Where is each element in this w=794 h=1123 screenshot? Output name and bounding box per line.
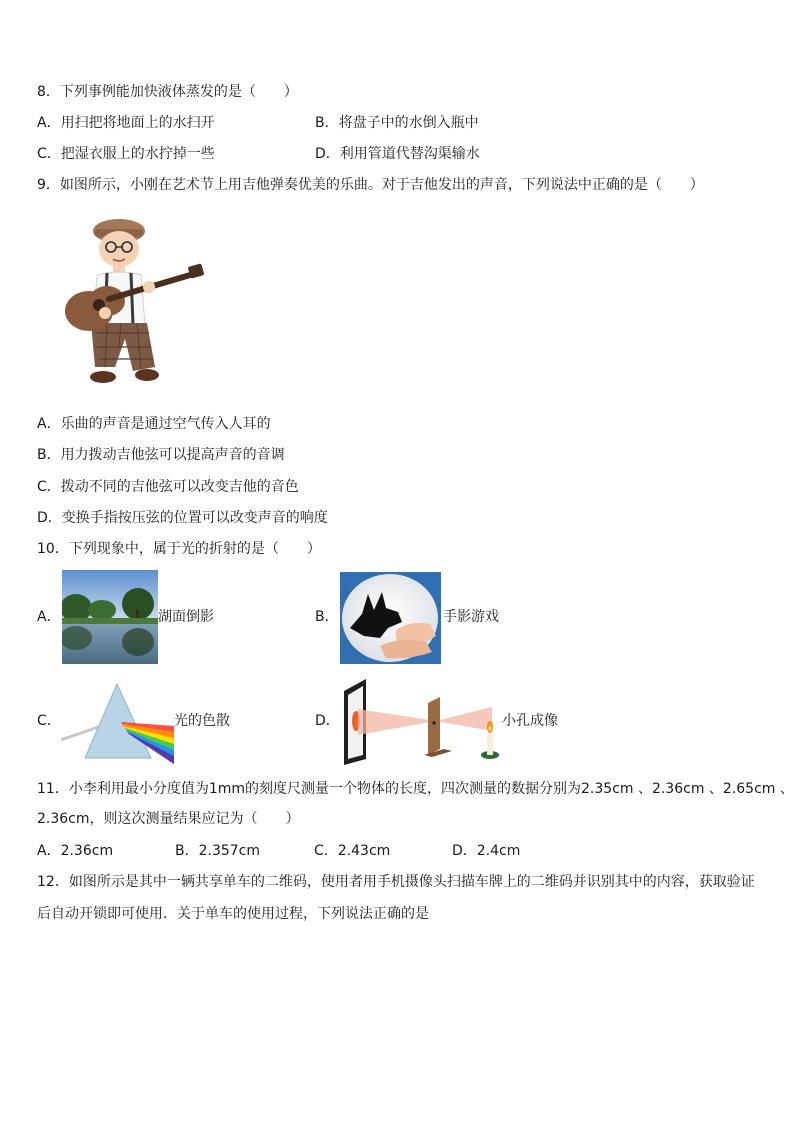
q11-stem-line1: 11．小李利用最小分度值为1mm的刻度尺测量一个物体的长度，四次测量的数据分别为2.35cm 、2.36cm 、2.65cm 、 bbox=[37, 781, 794, 797]
q11-option-c: C．2.43cm bbox=[314, 843, 391, 859]
guitar-player-illustration bbox=[37, 207, 212, 401]
q10-option-b-caption: 手影游戏 bbox=[443, 609, 499, 625]
q10-option-a-letter: A． bbox=[37, 609, 61, 625]
pinhole-imaging-diagram bbox=[340, 673, 500, 767]
q11-option-d: D．2.4cm bbox=[452, 843, 521, 859]
q8-option-a: A．用扫把将地面上的水扫开 bbox=[37, 115, 215, 131]
prism-dispersion-diagram bbox=[61, 676, 174, 765]
q9-option-a: A．乐曲的声音是通过空气传入人耳的 bbox=[37, 416, 271, 432]
q10-option-b-letter: B． bbox=[315, 609, 339, 625]
q9-stem: 9．如图所示，小刚在艺术节上用吉他弹奏优美的乐曲。对于吉他发出的声音，下列说法中正确的是（ ） bbox=[37, 177, 704, 193]
hand-shadow-photo bbox=[340, 572, 441, 664]
q8-option-c: C．把湿衣服上的水拧掉一些 bbox=[37, 146, 215, 162]
q8-option-d: D．利用管道代替沟渠输水 bbox=[315, 146, 480, 162]
q10-option-d-caption: 小孔成像 bbox=[502, 713, 558, 729]
q8-stem: 8．下列事例能加快液体蒸发的是（ ） bbox=[37, 84, 298, 100]
q9-option-c: C．拨动不同的吉他弦可以改变吉他的音色 bbox=[37, 479, 299, 495]
q10-stem: 10．下列现象中，属于光的折射的是（ ） bbox=[37, 541, 321, 557]
q10-option-c-letter: C． bbox=[37, 713, 61, 729]
q10-option-d-letter: D． bbox=[315, 713, 340, 729]
q10-option-c-caption: 光的色散 bbox=[174, 713, 230, 729]
lake-reflection-photo bbox=[62, 570, 158, 664]
q12-stem-line2: 后自动开锁即可使用．关于单车的使用过程，下列说法正确的是 bbox=[37, 906, 429, 922]
q9-option-b: B．用力拨动吉他弦可以提高声音的音调 bbox=[37, 447, 285, 463]
q10-option-a-caption: 湖面倒影 bbox=[158, 609, 214, 625]
q11-stem-line2: 2.36cm，则这次测量结果应记为（ ） bbox=[37, 811, 300, 827]
q9-option-d: D．变换手指按压弦的位置可以改变声音的响度 bbox=[37, 510, 328, 526]
q12-stem-line1: 12．如图所示是其中一辆共享单车的二维码，使用者用手机摄像头扫描车牌上的二维码并识别其中的内容，获取验证 bbox=[37, 874, 755, 890]
q11-option-b: B．2.357cm bbox=[175, 843, 261, 859]
q8-option-b: B．将盘子中的水倒入瓶中 bbox=[315, 115, 479, 131]
q11-option-a: A．2.36cm bbox=[37, 843, 114, 859]
